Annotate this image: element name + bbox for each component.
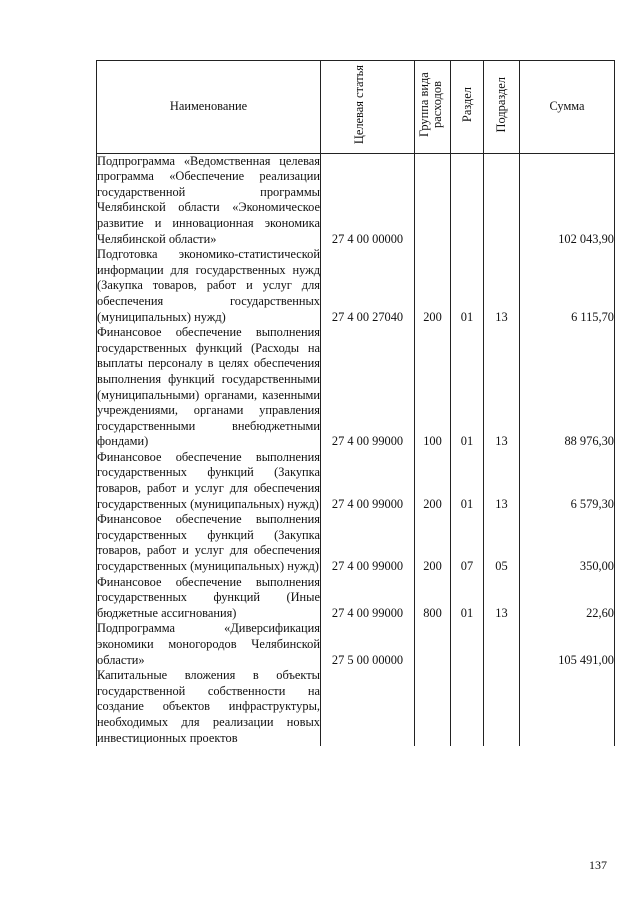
cell-sum: 6 579,30 [520, 450, 615, 512]
cell-group: 200 [415, 450, 451, 512]
cell-target: 27 4 00 99000 [321, 512, 415, 574]
cell-name: Финансовое обеспечение выполнения государственных функций (Иные бюджетные ассигнования) [97, 574, 320, 620]
cell-target [321, 668, 415, 746]
cell-group: 200 [415, 512, 451, 574]
cell-name: Подпрограмма «Диверсификация экономики моногородов Челябинской области» [97, 621, 320, 667]
cell-target: 27 4 00 27040 [321, 247, 415, 325]
header-group: Группа вида расходов [415, 61, 451, 154]
page-number: 137 [589, 858, 607, 872]
table-row [97, 668, 615, 746]
header-name: Наименование [97, 61, 321, 154]
cell-target: 27 4 00 00000 [321, 153, 415, 247]
cell-group: 800 [415, 575, 451, 622]
cell-section [451, 621, 484, 668]
table-row [97, 247, 615, 325]
cell-section: 01 [451, 247, 484, 325]
header-subsection: Подраздел [484, 61, 520, 154]
cell-sum: 6 115,70 [520, 247, 615, 325]
cell-section [451, 668, 484, 746]
cell-target: 27 4 00 99000 [321, 450, 415, 512]
cell-subsection: 05 [484, 512, 520, 574]
cell-sum: 88 976,30 [520, 325, 615, 450]
cell-group [415, 153, 451, 247]
header-target: Целевая статья [321, 61, 415, 154]
table-row [97, 450, 615, 512]
header-section: Раздел [451, 61, 484, 154]
cell-sum: 105 491,00 [520, 621, 615, 668]
cell-subsection: 13 [484, 450, 520, 512]
cell-group [415, 621, 451, 668]
cell-subsection [484, 668, 520, 746]
cell-subsection: 13 [484, 575, 520, 622]
cell-target: 27 5 00 00000 [321, 621, 415, 668]
cell-name: Подпрограмма «Ведомственная целевая программа «Обеспечение реализации государственной программы Челябинской области «Экономическое развитие и инновационная экономика Челябинской области» [97, 153, 320, 246]
cell-subsection: 13 [484, 325, 520, 450]
cell-section: 07 [451, 512, 484, 574]
cell-name: Финансовое обеспечение выполнения государственных функций (Закупка товаров, работ и услуг для обеспечения государственных (муниципальных) нужд) [97, 512, 320, 574]
table-row [97, 153, 615, 247]
cell-section [451, 153, 484, 247]
table-row [97, 325, 615, 450]
cell-sum [520, 668, 615, 746]
cell-section: 01 [451, 450, 484, 512]
cell-subsection [484, 153, 520, 247]
table-body [97, 153, 615, 746]
cell-target: 27 4 00 99000 [321, 325, 415, 450]
cell-subsection [484, 621, 520, 668]
cell-group: 100 [415, 325, 451, 450]
cell-section: 01 [451, 325, 484, 450]
cell-group [415, 668, 451, 746]
cell-section: 01 [451, 575, 484, 622]
table-row [97, 621, 615, 668]
table-header-row [97, 61, 615, 154]
cell-target: 27 4 00 99000 [321, 575, 415, 622]
cell-sum: 102 043,90 [520, 153, 615, 247]
cell-sum: 350,00 [520, 512, 615, 574]
cell-name: Подготовка экономико-статистической информации для государственных нужд (Закупка товаров, работ и услуг для обеспечения государственных (муниципальных) нужд) [97, 247, 320, 324]
cell-group: 200 [415, 247, 451, 325]
cell-name: Финансовое обеспечение выполнения государственных функций (Расходы на выплаты персоналу в целях обеспечения выполнения функций государственными (муниципальными) органами, казенными учреждениями, органами управления государственными внебюджетными фондами) [97, 325, 320, 449]
cell-sum: 22,60 [520, 575, 615, 622]
budget-table [96, 60, 615, 746]
cell-subsection: 13 [484, 247, 520, 325]
cell-name: Финансовое обеспечение выполнения государственных функций (Закупка товаров, работ и услуг для обеспечения государственных (муниципальных) нужд) [97, 449, 320, 511]
table-row [97, 512, 615, 574]
table-row [97, 575, 615, 622]
cell-name: Капитальные вложения в объекты государственной собственности на создание объектов инфраструктуры, необходимых для реализации новых инвестиционных проектов [97, 668, 320, 745]
header-sum: Сумма [520, 61, 615, 154]
